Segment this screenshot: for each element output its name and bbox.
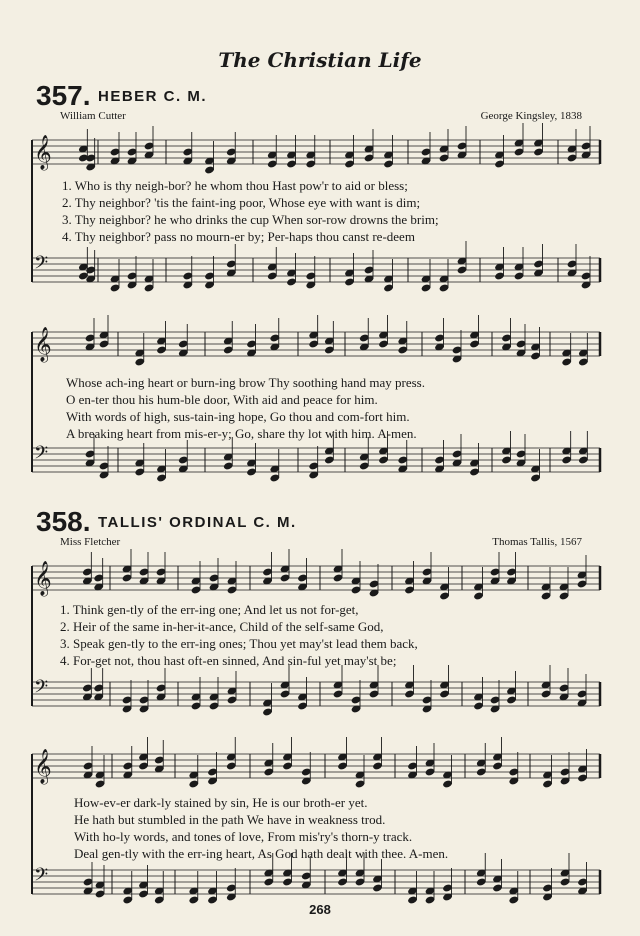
verse-line: He hath but stumbled in the path We have in weakness trod. [74,812,386,827]
tune-name: TALLIS' ORDINAL C. M. [98,514,297,531]
treble-clef-icon: 𝄞 [34,327,52,362]
verse-line: 3. Thy neighbor? he who drinks the cup When sor-row drowns the brim; [62,212,439,227]
verse-line: O en-ter thou his hum-ble door, With aid and peace for him. [66,392,378,407]
verse-line: A breaking heart from mis-er-y; Go, share thy lot with him. A-men. [66,426,417,441]
page-number: 268 [309,902,331,917]
treble-clef-icon: 𝄞 [34,135,52,170]
tune-name: HEBER C. M. [98,88,208,105]
verse-line: 3. Speak gen-tly to the err-ing ones; Thou yet may'st lead them back, [60,636,418,651]
verse-line: With ho-ly words, and tones of love, From mis'ry's thorn-y track. [74,829,413,844]
words-credit: William Cutter [60,110,126,122]
treble-clef-icon: 𝄞 [34,561,52,596]
verse-line: How-ev-er dark-ly stained by sin, He is our broth-er yet. [74,795,368,810]
running-head: The Christian Life [218,48,422,72]
verse-line: 4. Thy neighbor? pass no mourn-er by; Per-haps thou canst re-deem [62,229,415,244]
music-credit: George Kingsley, 1838 [480,110,582,122]
hymn-number: 358. [36,506,91,537]
verse-line: 2. Thy neighbor? 'tis the faint-ing poor, Whose eye with want is dim; [62,195,421,210]
hymn-number: 357. [36,80,91,111]
verse-line: 1. Who is thy neigh-bor? he whom thou Hast pow'r to aid or bless; [62,178,408,193]
bass-clef-icon: 𝄢 [34,253,49,278]
verse-line: 2. Heir of the same in-her-it-ance, Child of the self-same God, [60,619,384,634]
verse-line: Deal gen-tly with the err-ing heart, As God hath dealt with thee. A-men. [74,846,449,861]
verse-line: Whose ach-ing heart or burn-ing brow Thy soothing hand may press. [66,375,425,390]
treble-clef-icon: 𝄞 [34,749,52,784]
words-credit: Miss Fletcher [60,536,121,548]
bass-clef-icon: 𝄢 [34,677,49,702]
bass-clef-icon: 𝄢 [34,865,49,890]
music-credit: Thomas Tallis, 1567 [492,536,582,548]
verse-line: 1. Think gen-tly of the err-ing one; And let us not for-get, [60,602,359,617]
verse-line: With words of high, sus-tain-ing hope, Go thou and com-fort him. [66,409,410,424]
verse-line: 4. For-get not, thou hast oft-en sinned, And sin-ful yet may'st be; [60,653,397,668]
bass-clef-icon: 𝄢 [34,443,49,468]
